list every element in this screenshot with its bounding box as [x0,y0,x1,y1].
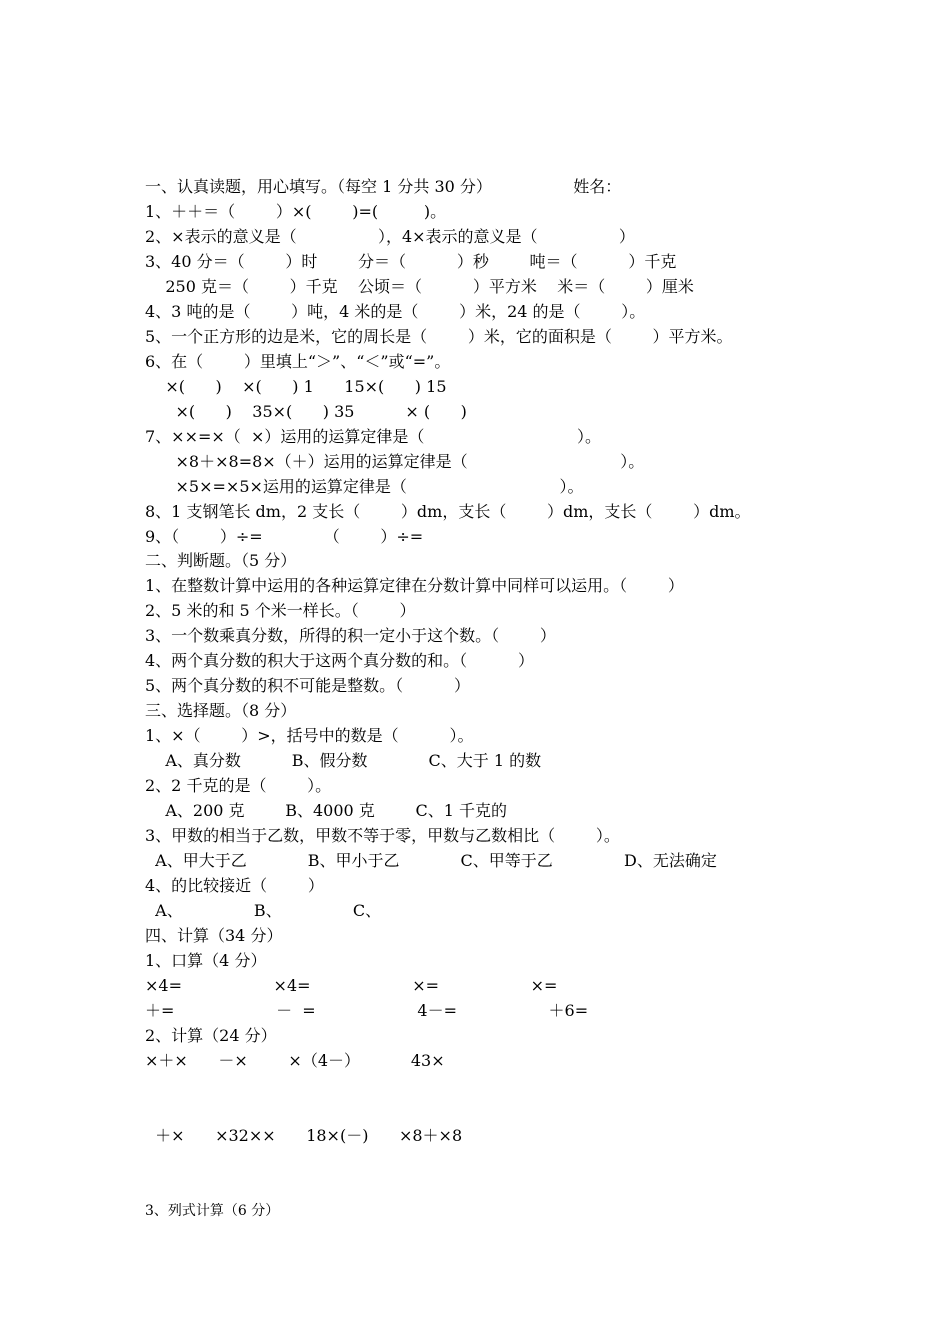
question-3-2-options: A、200 克 B、4000 克 C、1 千克的 [145,801,507,820]
oral-calc-row-2: ＋= － = 4－= ＋6= [145,1001,589,1020]
question-1-2: 2、×表示的意义是（ ），4×表示的意义是（ ） [145,227,635,246]
question-3-1: 1、×（ ）>，括号中的数是（ ）。 [145,726,474,745]
section-4-heading: 四、计算（34 分） [145,926,283,945]
question-1-3: 3、40 分＝（ ）时 分＝（ ）秒 吨＝（ ）千克 [145,252,677,271]
question-1-1: 1、＋＋＝（ ）×( )=( )。 [145,202,447,221]
question-3-4-options: A、 B、 C、 [145,901,382,920]
question-1-3-cont: 250 克＝（ ）千克 公顷＝（ ）平方米 米＝（ ）厘米 [145,277,694,296]
question-2-3: 3、一个数乘真分数，所得的积一定小于这个数。（ ） [145,626,556,645]
question-2-1: 1、在整数计算中运用的各种运算定律在分数计算中同样可以运用。（ ） [145,576,684,595]
question-3-3: 3、甲数的相当于乙数，甲数不等于零，甲数与乙数相比（ ）。 [145,826,620,845]
question-1-7-b: ×8＋×8=8×（＋）运用的运算定律是（ ）。 [145,452,645,471]
question-3-3-options: A、甲大于乙 B、甲小于乙 C、甲等于乙 D、无法确定 [145,851,717,870]
question-1-6-row-1: ×( ) ×( ) 1 15×( ) 15 [145,377,447,396]
question-2-5: 5、两个真分数的积不可能是整数。（ ） [145,676,471,695]
question-1-5: 5、一个正方形的边是米，它的周长是（ ）米，它的面积是（ ）平方米。 [145,327,733,346]
question-1-6-row-2: ×( ) 35×( ) 35 × ( ) [145,402,467,421]
question-2-4: 4、两个真分数的积大于这两个真分数的和。（ ） [145,651,535,670]
oral-calc-row-1: ×4= ×4= ×= ×= [145,976,558,995]
question-4-1-heading: 1、口算（4 分） [145,951,267,970]
question-3-1-options: A、真分数 B、假分数 C、大于 1 的数 [145,751,542,770]
question-1-7-c: ×5×=×5×运用的运算定律是（ ）。 [145,477,584,496]
question-4-3-heading: 3、列式计算（6 分） [145,1203,280,1219]
question-1-7: 7、××=×（ ×）运用的运算定律是（ ）。 [145,427,601,446]
calc-row-1: ×＋× －× ×（4－） 43× [145,1051,445,1070]
section-2-heading: 二、判断题。（5 分） [145,551,297,570]
section-1-heading: 一、认真读题，用心填写。（每空 1 分共 30 分） 姓名： [145,177,622,196]
calc-row-2: ＋× ×32×× 18×(－) ×8＋×8 [145,1126,463,1145]
question-1-6: 6、在（ ）里填上“＞”、“＜”或“=”。 [145,352,451,371]
question-4-2-heading: 2、计算（24 分） [145,1026,277,1045]
question-1-8: 8、1 支钢笔长 dm，2 支长（ ）dm，支长（ ）dm，支长（ ）dm。 [145,502,751,521]
question-1-4: 4、3 吨的是（ ）吨，4 米的是（ ）米，24 的是（ ）。 [145,302,646,321]
question-1-9: 9、（ ）÷= （ ）÷= [145,527,424,546]
question-2-2: 2、5 米的和 5 个米一样长。（ ） [145,601,416,620]
question-3-4: 4、的比较接近（ ） [145,876,324,895]
section-3-heading: 三、选择题。（8 分） [145,701,297,720]
question-3-2: 2、2 千克的是（ ）。 [145,776,332,795]
